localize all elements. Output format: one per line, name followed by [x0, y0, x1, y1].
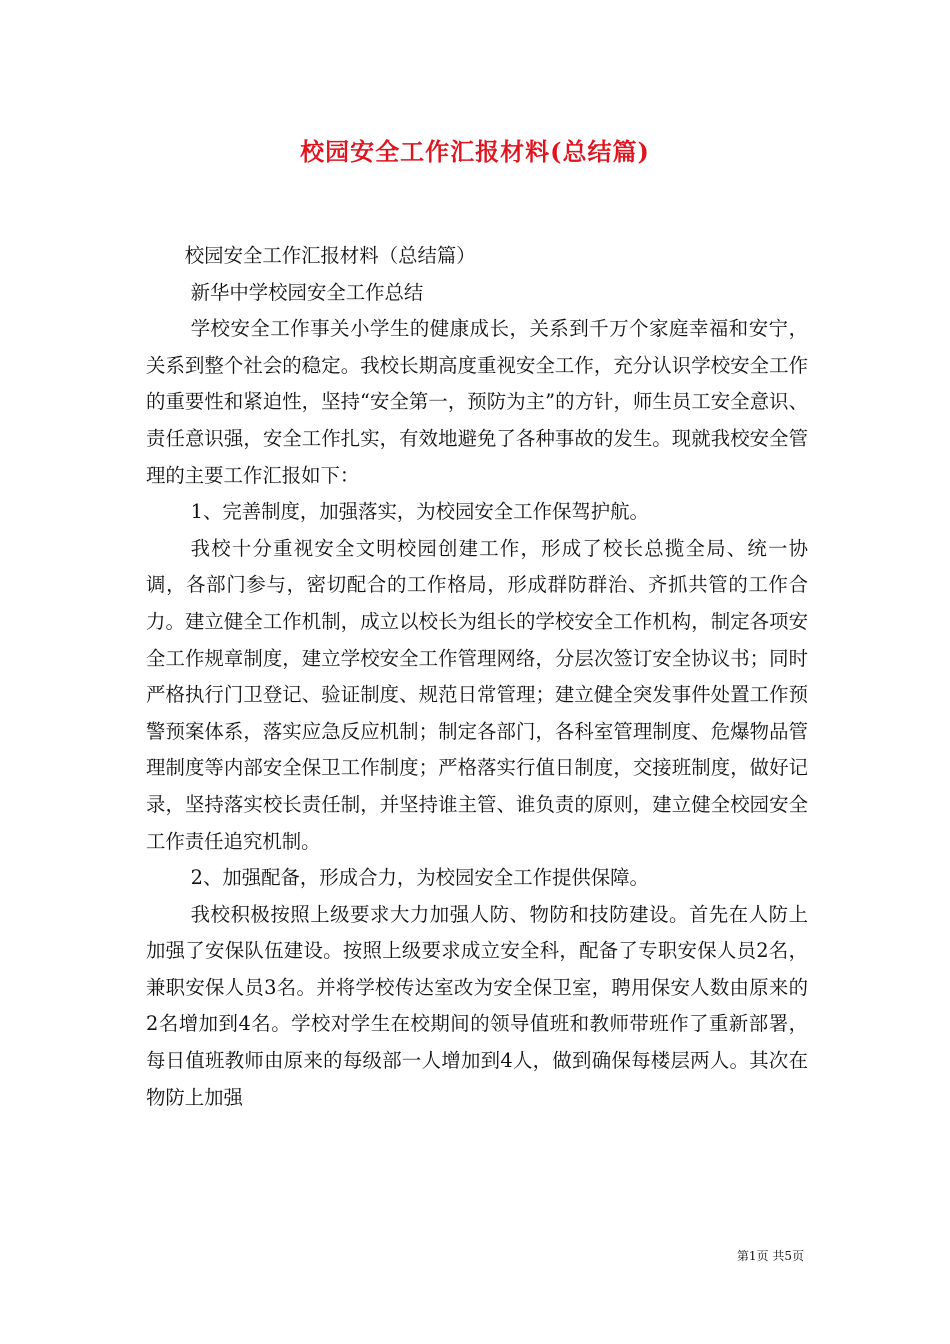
- section-heading-1: 1、完善制度，加强落实，为校园安全工作保驾护航。: [190, 500, 649, 524]
- paragraph-intro: 学校安全工作事关小学生的健康成长，关系到千万个家庭幸福和安宁，关系到整个社会的稳定。我校长期高度重视安全工作，充分认识学校安全工作的重要性和紧迫性，坚持“安全第一，预防为主”的方针，师生员工安全意识、责任意识强，安全工作扎实，有效地避免了各种事故的发生。现就我校安全管理的主要工作汇报如下：: [146, 317, 808, 487]
- document-title: 校园安全工作汇报材料(总结篇): [300, 137, 650, 166]
- paragraph-section-1: 我校十分重视安全文明校园创建工作，形成了校长总揽全局、统一协调，各部门参与，密切配合的工作格局，形成群防群治、齐抓共管的工作合力。建立健全工作机制，成立以校长为组长的学校安全工作机构，制定各项安全工作规章制度，建立学校安全工作管理网络，分层次签订安全协议书；同时严格执行门卫登记、验证制度、规范日常管理；建立健全突发事件处置工作预警预案体系，落实应急反应机制；制定各部门，各科室管理制度、危爆物品管理制度等内部安全保卫工作制度；严格落实行值日制度，交接班制度，做好记录，坚持落实校长责任制，并坚持谁主管、谁负责的原则，建立健全校园安全工作责任追究机制。: [146, 536, 808, 853]
- paragraph-section-2: 我校积极按照上级要求大力加强人防、物防和技防建设。首先在人防上加强了安保队伍建设。按照上级要求成立安全科，配备了专职安保人员2名，兼职安保人员3名。并将学校传达室改为安全保卫室，聘用保安人数由原来的2名增加到4名。学校对学生在校期间的领导值班和教师带班作了重新部署，每日值班教师由原来的每级部一人增加到4人，做到确保每楼层两人。其次在物防上加强: [146, 902, 808, 1109]
- paragraph-subtitle: 新华中学校园安全工作总结: [190, 280, 424, 304]
- document-body: [146, 238, 808, 1116]
- section-heading-2: 2、加强配备，形成合力，为校园安全工作提供保障。: [190, 866, 649, 890]
- paragraph-heading: 校园安全工作汇报材料（总结篇）: [184, 244, 476, 267]
- page-number: 第1页 共5页: [736, 1249, 804, 1263]
